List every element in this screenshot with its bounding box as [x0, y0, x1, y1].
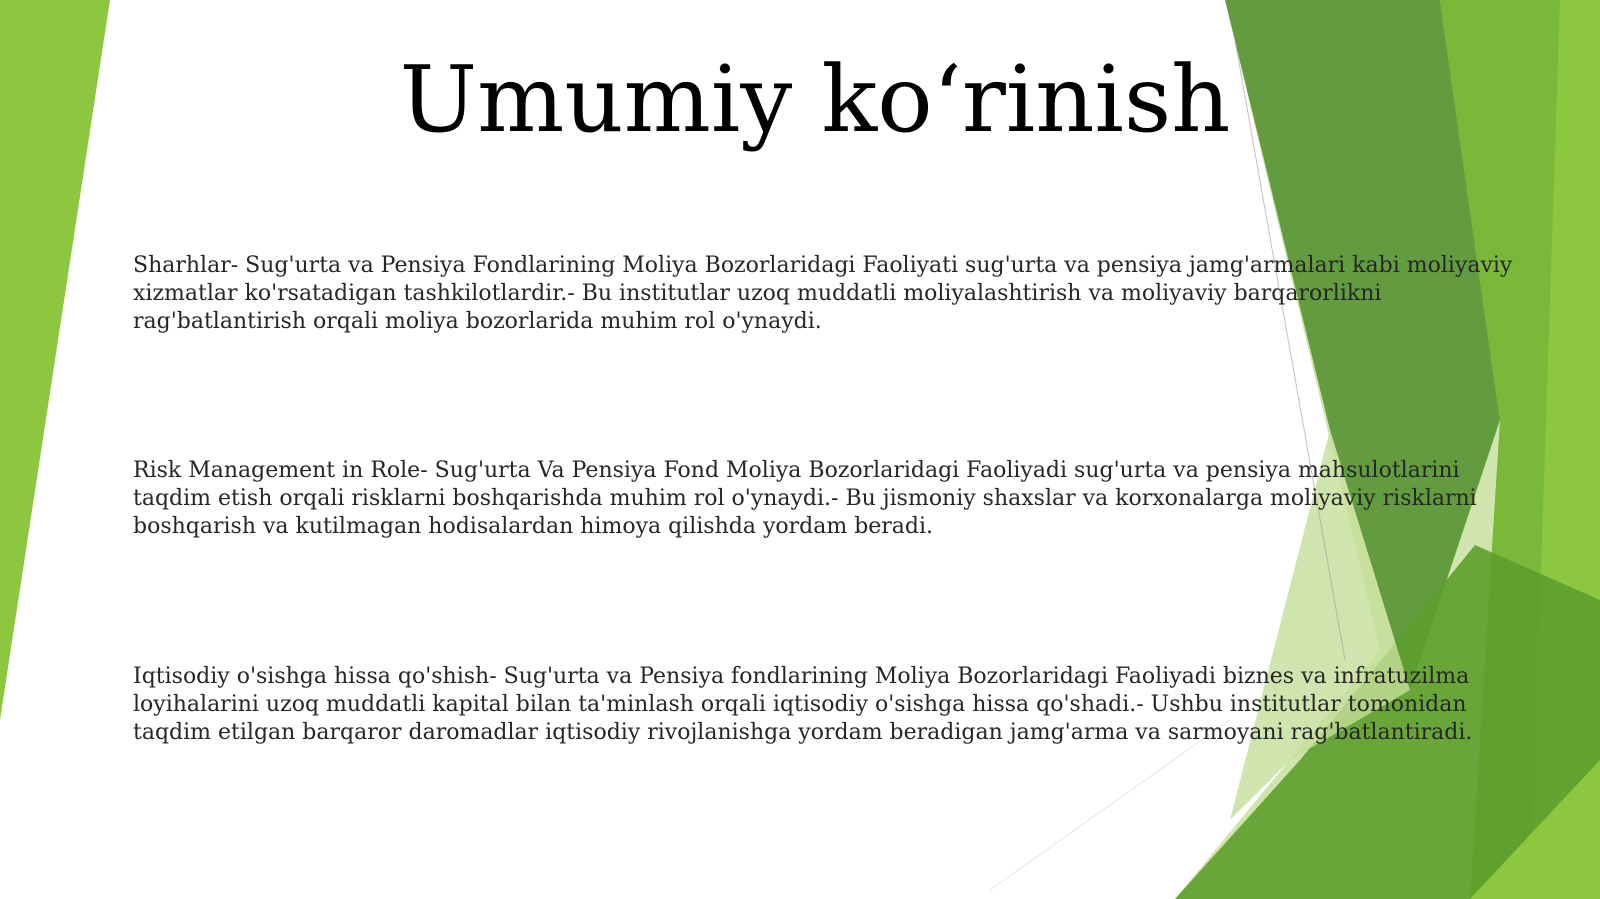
paragraph-overview: Sharhlar- Sug'urta va Pensiya Fondlarining Moliya Bozorlaridagi Faoliyati sug'urta va pensiya jamg'armalari kabi moliyaviy xizmatlar ko'rsatadigan tashkilotlardir.- Bu institutlar uzoq muddatli moliyalashtirish va moliyaviy barqarorlikni rag'batlantirish orqali moliya bozorlarida muhim rol o'ynaydi. [133, 253, 1513, 334]
paragraph-economic-growth: Iqtisodiy o'sishga hissa qo'shish- Sug'urta va Pensiya fondlarining Moliya Bozorlaridagi Faoliyadi biznes va infratuzilma loyihalarini uzoq muddatli kapital bilan ta'minlash orqali iqtisodiy o'sishga hissa qo'shadi.- Ushbu institutlar tomonidan taqdim etilgan barqaror daromadlar iqtisodiy rivojlanishga yordam beradigan jamg'arma va sarmoyani rag'batlantiradi. [133, 664, 1473, 745]
paragraph-risk-management: Risk Management in Role- Sug'urta Va Pensiya Fond Moliya Bozorlaridagi Faoliyadi sug'urta va pensiya mahsulotlarini taqdim etish orqali risklarni boshqarishda muhim rol o'ynaydi.- Bu jismoniy shaxslar va korxonalarga moliyaviy risklarni boshqarish va kutilmagan hodisalardan himoya qilishda yordam beradi. [133, 458, 1477, 539]
slide-title: Umumiy ko‘rinish [399, 46, 1231, 153]
